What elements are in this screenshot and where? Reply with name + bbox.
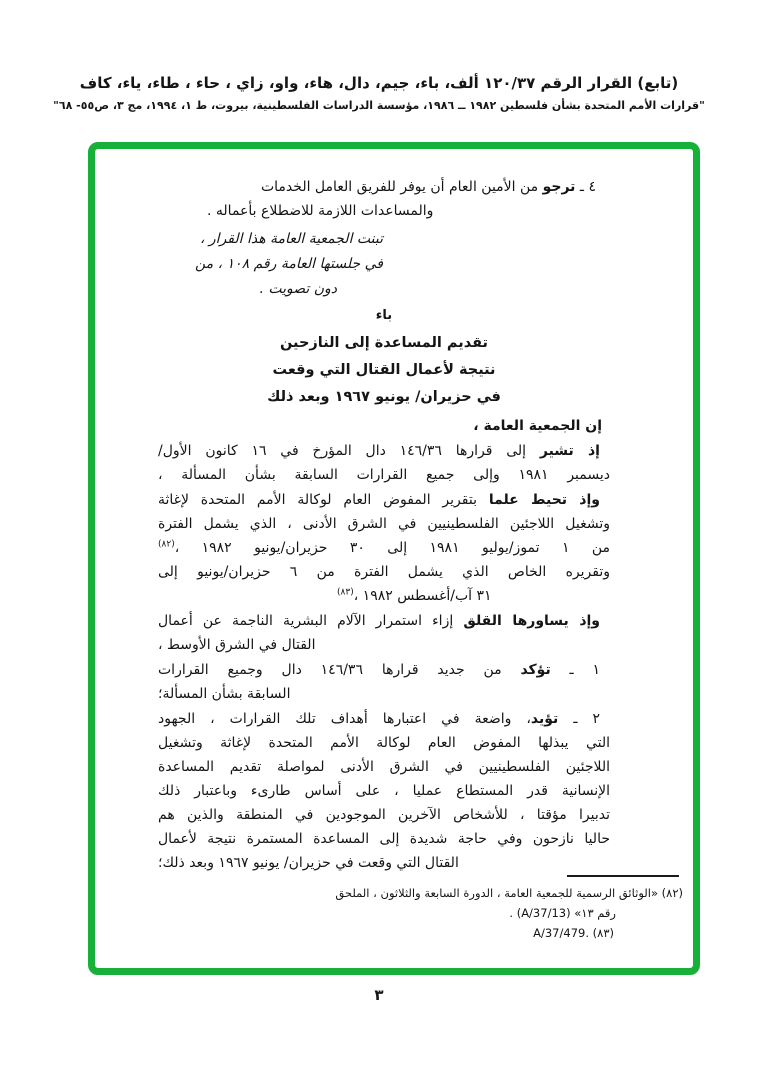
text-line [158,384,610,411]
text-segment: حاليا نازحون وفي حاجة شديدة إلى المساعدة المستمرة نتيجة لأعمال [158,831,610,847]
text-line [158,658,610,682]
footnote-area [140,875,683,943]
text-line [158,512,610,536]
text-segment: وإذ تحيط علما [488,492,600,508]
text-segment: بتقرير المفوض العام لوكالة الأمم المتحدة لإغاثة [158,492,489,508]
footnote-separator [567,875,679,877]
text-segment: . [509,906,517,920]
text-segment: ٣١ آب/أغسطس ١٩٨٢ ، [353,588,492,604]
text-segment: (٨٢) «الوثائق الرسمية للجمعية العامة ، الدورة السابعة والثلاثون ، الملحق [335,886,683,900]
text-line [158,851,610,875]
text-line [158,277,610,302]
text-line [158,536,610,560]
text-segment: إن الجمعية العامة ، [473,418,602,434]
text-segment: ترجو [542,179,576,195]
page-frame [88,142,700,975]
text-line [158,707,610,731]
text-segment: (٨٣) [588,926,614,940]
text-line [158,609,610,633]
text-segment: رقم ١٣» [570,906,616,920]
text-segment: اللاجئين الفلسطينيين في الشرق الأدنى لمواصلة تقديم المساعدة [158,759,610,775]
text-line [158,414,610,438]
text-line [158,633,610,657]
text-line [140,923,683,943]
preamble-taking-note [158,488,610,608]
text-segment: دون تصويت . [259,281,337,297]
text-line [158,463,610,487]
text-segment: ٢ ـ [558,711,600,727]
text-segment: نتيجة لأعمال القتال التي وقعت [272,362,496,378]
text-line [158,304,610,328]
page-number: ٣ [374,986,384,1004]
document-body [95,149,693,875]
footnote-ref: (٨٣) [337,587,354,598]
text-segment: (A/37/13) [516,906,571,920]
resolution-header-title: (تابع) القرار الرقم ١٢٠/٣٧ ألف، باء، جيم، دال، هاء، واو، زاي ، حاء ، طاء، ياء، كاف [79,74,679,92]
operative-1 [158,658,610,706]
preamble-concerned [158,609,610,657]
footnotes [140,883,683,943]
text-segment: الإنسانية قدر المستطاع عمليا ، على أساس طارىء وباعتبار ذلك [158,783,610,799]
text-segment: من الأمين العام أن يوفر للفريق العامل الخدمات [260,179,543,195]
source-citation: "قرارات الأمم المتحدة بشأن فلسطين ١٩٨٢ ــ ١٩٨٦، مؤسسة الدراسات الفلسطينية، بيروت، ط ١، ١٩٩٤، مج ٣، ص٥٥- ٦٨" [53,99,705,112]
text-line [158,175,610,199]
text-line [158,755,610,779]
text-line [158,731,610,755]
text-segment: والمساعدات اللازمة للاضطلاع بأعماله . [207,203,434,219]
adoption-note [158,227,610,302]
section-title [158,330,610,411]
text-segment: باء [375,308,393,323]
text-segment: القتال التي وقعت في حزيران/ يونيو ١٩٦٧ وبعد ذلك؛ [158,855,459,871]
text-segment: وتشغيل اللاجئين الفلسطينيين في الشرق الأدنى ، الذي يشمل الفترة [158,516,610,532]
page-frame-content [95,149,693,968]
text-segment: وتقريره الخاص الذي يشمل الفترة من ٦ حزيران/يونيو إلى [158,564,610,580]
text-segment: تؤكد [520,662,551,678]
page-header [0,72,758,114]
text-line [158,560,610,584]
text-line [158,779,610,803]
text-line [158,584,610,608]
text-segment: ١ ـ [550,662,600,678]
footnote-ref: (٨٢) [158,539,175,550]
preamble-recalling [158,439,610,487]
text-segment: القتال في الشرق الأوسط ، [158,637,316,653]
text-segment: في حزيران/ يونيو ١٩٦٧ وبعد ذلك [267,389,501,405]
text-segment: ديسمبر ١٩٨١ وإلى جميع القرارات السابقة بشأن المسألة ، [158,467,610,483]
text-segment: تبنت الجمعية العامة هذا القرار ، [199,231,383,247]
text-line [158,357,610,384]
text-segment: وإذ يساورها القلق [463,613,601,629]
section-letter [158,304,610,328]
text-segment: تقديم المساعدة إلى النازحين [279,335,489,351]
text-line [140,903,683,923]
text-segment: إزاء استمرار الآلام البشرية الناجمة عن أعمال [158,613,464,629]
text-line [158,199,610,223]
text-segment: ، واضعة في اعتبارها أهداف تلك القرارات ، الجهود [158,711,531,727]
text-line [158,827,610,851]
text-segment: في جلستها العامة رقم ١٠٨ ، من [195,256,383,272]
operative-2 [158,707,610,875]
text-line [158,252,610,277]
paragraph-4 [158,175,610,223]
text-segment: إذ تشير [539,443,600,459]
text-segment: ٤ ـ [575,179,596,195]
text-line [158,330,610,357]
text-segment: تدبيرا مؤقتا ، للأشخاص الآخرين الموجودين في المنطقة والذين هم [158,807,610,823]
text-line [158,227,610,252]
text-segment: تؤيد [530,711,559,727]
text-line [158,439,610,463]
text-segment: من ١ تموز/يوليو ١٩٨١ إلى ٣٠ حزيران/يونيو ١٩٨٢ ، [174,540,611,556]
text-segment: من جديد قرارها ١٤٦/٣٦ دال وجميع القرارات [158,662,521,678]
text-line [158,682,610,706]
text-segment: التي يبذلها المفوض العام لوكالة الأمم المتحدة لإغاثة وتشغيل [158,735,610,751]
text-line [158,488,610,512]
text-line [140,883,683,903]
preamble-opening [158,414,610,438]
text-line [158,803,610,827]
text-segment: إلى قرارها ١٤٦/٣٦ دال المؤرخ في ١٦ كانون الأول/ [158,443,540,459]
text-segment: السابقة بشأن المسألة؛ [158,686,291,702]
text-segment: A/37/479. [533,926,589,940]
